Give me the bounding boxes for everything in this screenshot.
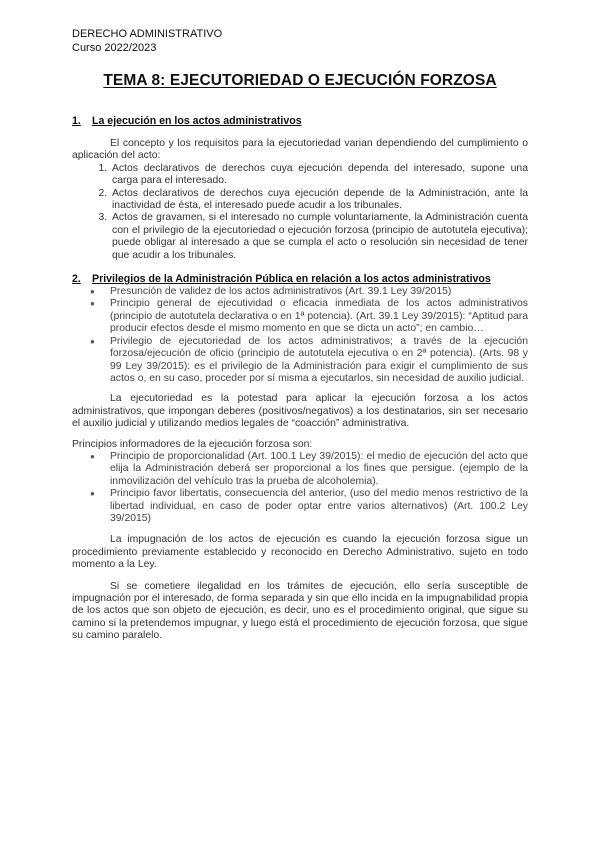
page-title: TEMA 8: EJECUTORIEDAD O EJECUCIÓN FORZOSA <box>103 72 497 89</box>
principles-list <box>72 451 528 525</box>
impugnacion-paragraph: La impugnación de los actos de ejecución es cuando la ejecución forzosa sigue un procedimiento previamente establecido y reconocido en Derecho Administrativo, sujeto en todo momento a la Ley. <box>72 534 528 571</box>
list-item: ● Principio favor libertatis, consecuencia del anterior, (uso del medio menos restrictivo de la libertad individual, en caso de poder optar entre varios alternativos) (Art. 100.2 Ley 39/2015) <box>90 488 528 524</box>
subject-name: DERECHO ADMINISTRATIVO <box>72 28 223 40</box>
bullet-icon: ● <box>90 489 95 499</box>
list-item: 2. Actos declarativos de derechos cuya ejecución depende de la Administración, ante la inactividad de ésta, el interesado puede acudir a los tribunales. <box>110 188 528 213</box>
list-item: 3. Actos de gravamen, si el interesado no cumple voluntariamente, la Administración cuenta con el privilegio de la ejecutoriedad o ejecución forzosa (principio de autotutela ejecutiva); puede obligar al interesado a que se cumpla el acto o resolución sin necesidad de tener que acudir a los tribunales. <box>110 212 528 262</box>
list-item: ● Principio de proporcionalidad (Art. 100.1 Ley 39/2015): el medio de ejecución del acto que elija la Administración deberá ser proporcional a los fines que persigue. (ejemplo de la inmovilización del vehículo tras la prueba de alcoholemia). <box>90 450 528 487</box>
list-item: ● Presunción de validez de los actos administrativos (Art. 39.1 Ley 39/2015) <box>90 286 452 298</box>
section-1-number: 1. <box>72 115 81 127</box>
act-types-list <box>72 163 528 262</box>
list-item: ● Privilegio de ejecutoriedad de los actos administrativos; a través de la ejecución forzosa/ejecución de oficio (principio de autotutela ejecutiva o en 2ª potencia). (Arts. 98 y 99 Ley 39/2015): es el privilegio de la Administración para exigir el cumplimiento de sus actos o, en su caso, proceder por sí misma a ejecutarlos, sin necesidad de auxilio judicial. <box>90 335 528 384</box>
section-1-intro: El concepto y los requisitos para la ejecutoriedad varian dependiendo del cumplimiento o aplicación del acto: <box>72 138 528 162</box>
section-2-number: 2. <box>72 273 81 286</box>
list-item: ● Principio general de ejecutividad o eficacia inmediata de los actos administrativos (principio de autotutela declarativa o en 1ª potencia). (Art. 39.1 Ley 39/2015): “Aptitud para producir efectos desde el mismo momento en que se dicta un acto”; en cambio… <box>90 298 528 335</box>
section-2-heading <box>72 273 528 286</box>
privileges-list <box>72 286 528 385</box>
ejecutoriedad-paragraph: La ejecutoriedad es la potestad para aplicar la ejecución forzosa a los actos administrativos, que impongan deberes (positivos/negativos) a los destinatarios, sin ser necesario el auxilio judicial y utilizando medios legales de “coacción” administrativa. <box>72 393 528 430</box>
ilegalidad-paragraph: Si se cometiere ilegalidad en los trámites de ejecución, ello sería susceptible de impugnación por el interesado, de forma separada y sin que ello incida en la impugnabilidad propia de los actos que son objeto de ejecución, es decir, uno es el procedimiento original, que sigue su camino si la pretendemos impugnar, y luego está el procedimiento de ejecución forzosa, que sigue su camino paralelo. <box>72 580 528 642</box>
section-2-title: Privilegios de la Administración Pública en relación a los actos administrativos <box>92 273 491 286</box>
section-1-heading <box>72 115 528 128</box>
document-header <box>72 28 528 55</box>
section-1-title: La ejecución en los actos administrativos <box>92 115 302 127</box>
list-item: 1. Actos declarativos de derechos cuya ejecución dependa del interesado, supone una carga para el interesado. <box>110 163 528 188</box>
bullet-icon: ● <box>90 299 95 309</box>
course-year: Curso 2022/2023 <box>72 41 157 54</box>
bullet-icon: ● <box>90 336 95 346</box>
principles-intro: Principios informadores de la ejecución forzosa son: <box>72 438 313 450</box>
bullet-icon: ● <box>90 451 95 461</box>
bullet-icon: ● <box>90 287 95 297</box>
